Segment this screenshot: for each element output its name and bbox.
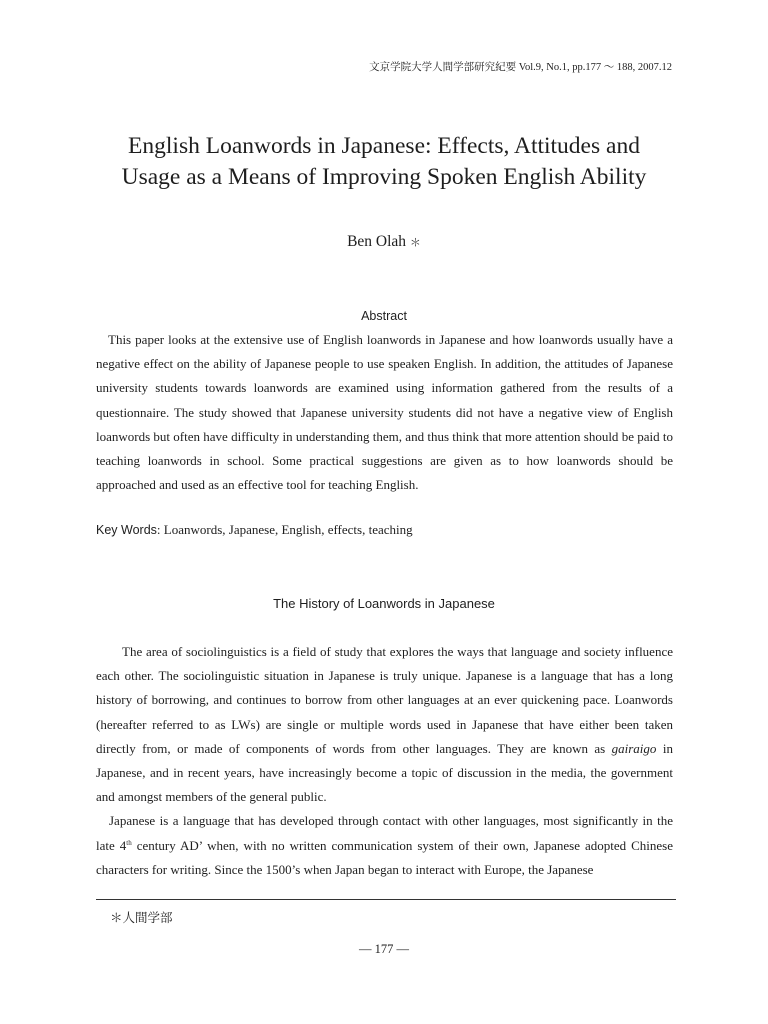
body-paragraph-2: [96, 809, 673, 882]
keywords-line: [96, 522, 413, 538]
ordinal-superscript: th: [126, 838, 132, 847]
paper-title: [60, 131, 708, 193]
author-footnote-mark: ＊: [409, 237, 421, 249]
footnote: ＊人間学部: [110, 910, 173, 925]
body-paragraph-1-part-a: The area of sociolinguistics is a field of study that explores the ways that language and society influence each other. The sociolinguistic situation in Japanese is truly unique. Japanese is a language that has a long history of borrowing, and continues to borrow from other languages at an ever quickening pace. Loanwords (hereafter referred to as LWs) are single or multiple words used in Japanese that have either been taken directly from, or made of components of words from other languages. They are known as: [96, 644, 673, 756]
paper-title-line-2: Usage as a Means of Improving Spoken English Ability: [121, 164, 647, 190]
body-paragraph-1-italic: gairaigo: [611, 740, 657, 756]
keywords-value: Loanwords, Japanese, English, effects, teaching: [163, 522, 413, 537]
author-name: Ben Olah: [347, 233, 407, 250]
body-paragraph-1: [96, 640, 673, 809]
section-heading: The History of Loanwords in Japanese: [273, 596, 495, 611]
keywords-label: Key Words: [96, 523, 157, 537]
journal-reference: 文京学院大学人間学部研究紀要 Vol.9, No.1, pp.177 ～ 188, 2007.12: [369, 62, 672, 73]
keywords-colon: :: [156, 522, 164, 537]
body-paragraph-1-part-b: in Japanese, and in recent years, have increasingly become a topic of discussion in the media, the government and amongst members of the general public.: [96, 740, 673, 805]
abstract-text: This paper looks at the extensive use of English loanwords in Japanese and how loanwords usually have a negative effect on the ability of Japanese people to use speaken English. In addition, the attitudes of Japanese university students towards loanwords are examined using information gathered from the results of a questionnaire. The study showed that Japanese university students did not have a negative view of English loanwords but often have difficulty in understanding them, and thus think that more attention should be paid to teaching loanwords in school. Some practical suggestions are given as to how loanwords should be approached and used as an effective tool for teaching English.: [96, 332, 673, 493]
body-text: [96, 640, 673, 882]
body-paragraph-2-part-a: Japanese is a language that has developed through contact with other languages, most significantly in the late 4: [96, 813, 673, 853]
paper-title-line-1: English Loanwords in Japanese: Effects, Attitudes and: [128, 133, 640, 159]
footnote-divider: [96, 899, 676, 900]
author-line: [0, 233, 768, 251]
body-paragraph-2-part-b: century AD’ when, with no written communication system of their own, Japanese adopted Chinese characters for writing. Since the 1500’s when Japan began to interact with Europe, the Japanese: [96, 837, 674, 877]
abstract-heading: Abstract: [361, 309, 407, 323]
page-number: — 177 —: [359, 942, 409, 956]
